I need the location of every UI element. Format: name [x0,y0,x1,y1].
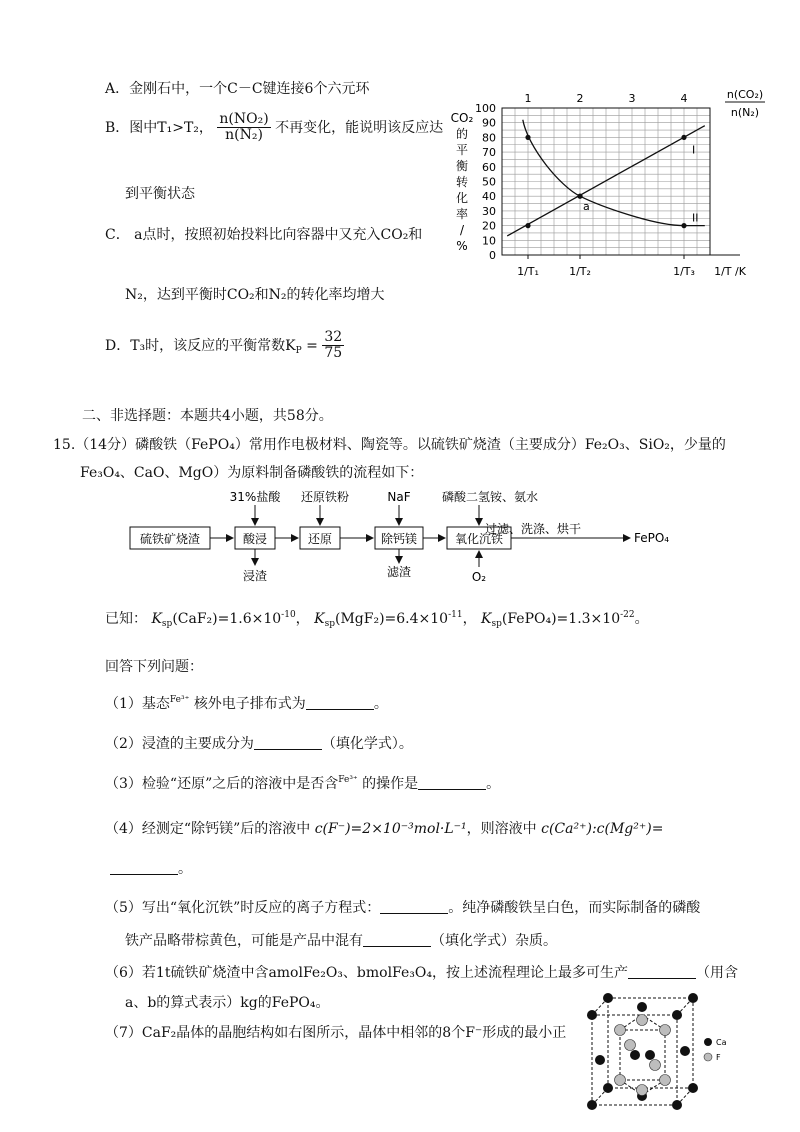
caf2-unit-cell-figure [580,990,730,1125]
y-tick-label: 80 [482,131,496,145]
q1-text: 核外电子排布式为 [193,696,306,712]
top-tick-label: 1 [524,92,532,105]
y-tick-label: 0 [489,249,496,262]
series-II-point [577,194,582,199]
q3-text: （3）检验“还原”之后的溶液中是否含 [105,776,339,792]
y-axis-label-char: / [459,223,465,237]
x-axis-label: 1/T /K [714,265,746,278]
q1-prefix: （1）基态 [105,696,170,712]
process-flow-diagram [125,485,685,585]
q1-ion: Fe³⁺ [169,695,190,705]
q5-line2-suffix: （填化学式）杂质。 [431,933,557,949]
flow-step1-label: 酸浸 [242,532,268,546]
chart-axes [502,108,740,259]
y-axis-label-char: 的 [455,127,469,141]
option-d-numerator: 32 [324,329,343,345]
q5 [105,897,700,917]
q4-fluoride-conc: c(F⁻)=2×10⁻³mol·L⁻¹ [314,821,467,837]
q6-answer-blank[interactable] [628,964,696,979]
q6-suffix: （用含 [695,965,738,981]
q3 [105,773,500,793]
flow-step1-input: 31%盐酸 [229,490,281,504]
ksp-end: 。 [634,611,649,627]
option-d-prefix: D．T₃时，该反应的平衡常数K [105,337,296,354]
y-tick-label: 60 [482,160,496,174]
q4-period: 。 [178,861,192,877]
option-b-prefix: B．图中T₁>T₂， [105,119,213,136]
q15-intro-line2: Fe₃O₄、CaO、MgO）为原料制备磷酸铁的流程如下： [80,465,424,481]
q4 [105,818,663,838]
flow-start-label: 硫铁矿烧渣 [139,532,201,546]
q5-answer-blank-2[interactable] [363,932,431,947]
q4-line2 [110,858,192,878]
y-tick-label: 30 [482,204,496,218]
flow-step4-o2: O₂ [471,570,487,584]
q3-period: 。 [486,776,501,792]
option-d [105,330,344,362]
q3-ion: Fe³⁺ [338,775,358,785]
flow-step3-output: 滤渣 [386,565,412,579]
f-atoms [615,1015,671,1096]
series-I-point [525,223,530,228]
y-axis-label-char: 衡 [455,159,469,173]
series-II-point [681,223,686,228]
flow-step3-input: NaF [387,490,411,504]
legend-ca-label: Ca [716,1038,727,1047]
q2-answer-blank[interactable] [254,735,322,750]
series-label: I [692,143,696,157]
series-II-point [525,135,530,140]
top-tick-label: 3 [628,92,636,105]
q3-answer-blank[interactable] [418,775,486,790]
x-tick-label: 1/T₃ [673,265,695,278]
q1-period: 。 [373,696,388,712]
q5-text: （5）写出“氧化沉铁”时反应的离子方程式： [105,900,381,916]
q4-ratio: c(Ca²⁺):c(Mg²⁺)= [541,821,664,837]
q2-text: （2）浸渣的主要成分为 [105,736,254,752]
q5-line2 [125,930,557,950]
q2-suffix: （填化学式）。 [321,736,413,752]
option-b-fraction [217,112,270,144]
y-axis-label-char: 平 [455,143,469,157]
flow-step1-output: 浸渣 [242,569,268,583]
ksp3-sub: sp [491,619,502,629]
y-tick-label: 100 [475,102,496,115]
ksp3-symbol: K [481,611,492,627]
y-tick-label: 10 [482,234,496,248]
legend-ca-dot [704,1038,712,1046]
option-d-denominator: 75 [324,345,343,362]
top-tick-label: 2 [576,92,584,105]
q5-answer-blank-1[interactable] [380,899,448,914]
q5-line2-text: 铁产品略带棕黄色，可能是产品中混有 [125,933,363,949]
flow-step2-label: 还原 [307,532,333,546]
series-II-line [523,120,705,226]
top-axis-den: n(N₂) [730,106,760,119]
y-tick-label: 70 [482,146,496,160]
y-tick-label: 50 [482,175,496,189]
legend-f-dot [704,1053,712,1061]
point-a-label: a [583,200,590,214]
ksp1-value: (CaF₂)=1.6×10 [172,611,282,627]
ksp2-sub: sp [324,619,335,629]
y-tick-label: 20 [482,219,496,233]
ksp3-value: (FePO₄)=1.3×10 [501,611,621,627]
q15-intro-line1: 15.（14分）磷酸铁（FePO₄）常用作电极材料、陶瓷等。以硫铁矿烧渣（主要成分）Fe₂O₃、SiO₂，少量的 [53,437,726,453]
option-d-equals: = [306,337,318,354]
y-axis-label-char: 率 [455,207,469,221]
top-tick-label: 4 [680,92,688,105]
q4-text: （4）经测定“除钙镁”后的溶液中 [105,821,311,837]
option-c: C． a点时，按照初始投料比向容器中又充入CO₂和 [105,227,423,243]
ksp2-value: (MgF₂)=6.4×10 [334,611,449,627]
ksp1-symbol: K [151,611,162,627]
x-tick-label: 1/T₁ [517,265,539,278]
q3-suffix: 的操作是 [362,776,419,792]
q5-text-2: 。纯净磷酸铁呈白色，而实际制备的磷酸 [448,900,701,916]
q1-answer-blank[interactable] [306,695,374,710]
flow-step3-label: 除钙镁 [380,532,418,546]
known-prefix: 已知： [105,611,147,627]
q4-answer-blank[interactable] [110,860,178,875]
x-tick-label: 1/T₂ [569,265,591,278]
ksp1-exp: -10 [281,610,296,620]
option-b-line2: 到平衡状态 [125,186,195,202]
section-heading: 二、非选择题：本题共4小题，共58分。 [82,408,333,424]
y-tick-label: 40 [482,190,496,204]
y-axis-label-char: 转 [455,175,469,189]
series-I-point [681,135,686,140]
q6 [105,962,738,982]
y-tick-label: 90 [482,116,496,130]
series-label: II [692,211,699,225]
option-b-suffix: 不再变化，能说明该反应达 [275,119,444,136]
q4-mid: ，则溶液中 [466,821,537,837]
top-axis-num: n(CO₂) [726,88,764,101]
legend-f-label: F [716,1053,721,1062]
flow-step2-input: 还原铁粉 [300,490,350,504]
option-d-fraction [322,330,344,362]
option-c-line2: N₂，达到平衡时CO₂和N₂的转化率均增大 [125,287,385,303]
y-axis-label-char: 化 [455,191,469,205]
option-a: A．金刚石中，一个C－C键连接6个六元环 [105,81,370,97]
ksp3-exp: -22 [620,610,635,620]
flow-final-text: 过滤、洗涤、烘干 [485,522,582,536]
q6-line2: a、b的算式表示）kg的FePO₄。 [125,995,330,1011]
q2 [105,733,413,753]
option-b-denominator: n(N₂) [225,127,263,144]
known-ksp-line: 已知： $K_{sp}(CaF_2)=1.6\times 10^{-10}$， $K_{sp}(MgF_2)=6.4\times 10^{-11}$， $K_{sp}(FePO_4)=1.3\times 10^{-22}$。 [105,610,649,629]
ksp2-symbol: K [314,611,325,627]
y-axis-label-char: CO₂ [450,111,474,125]
flow-product: FePO₄ [634,531,670,545]
ksp2-exp: -11 [448,610,463,620]
q6-text: （6）若1t硫铁矿烧渣中含amolFe₂O₃、bmolFe₃O₄，按上述流程理论上最多可生产 [105,965,628,981]
option-b-numerator: n(NO₂) [219,111,269,127]
chart-labels [451,88,765,278]
option-b [105,112,443,144]
flow-step4-label: 氧化沉铁 [454,532,504,546]
flow-step4-input: 磷酸二氢铵、氨水 [441,490,539,504]
ksp1-sub: sp [161,619,173,629]
option-d-sub: P [295,345,302,356]
answer-prompt: 回答下列问题： [105,659,203,675]
y-axis-label-char: % [456,239,468,253]
conversion-chart [440,80,770,295]
q7: （7）CaF₂晶体的晶胞结构如右图所示，晶体中相邻的8个F⁻形成的最小正 [105,1025,567,1041]
q1 [105,693,388,713]
